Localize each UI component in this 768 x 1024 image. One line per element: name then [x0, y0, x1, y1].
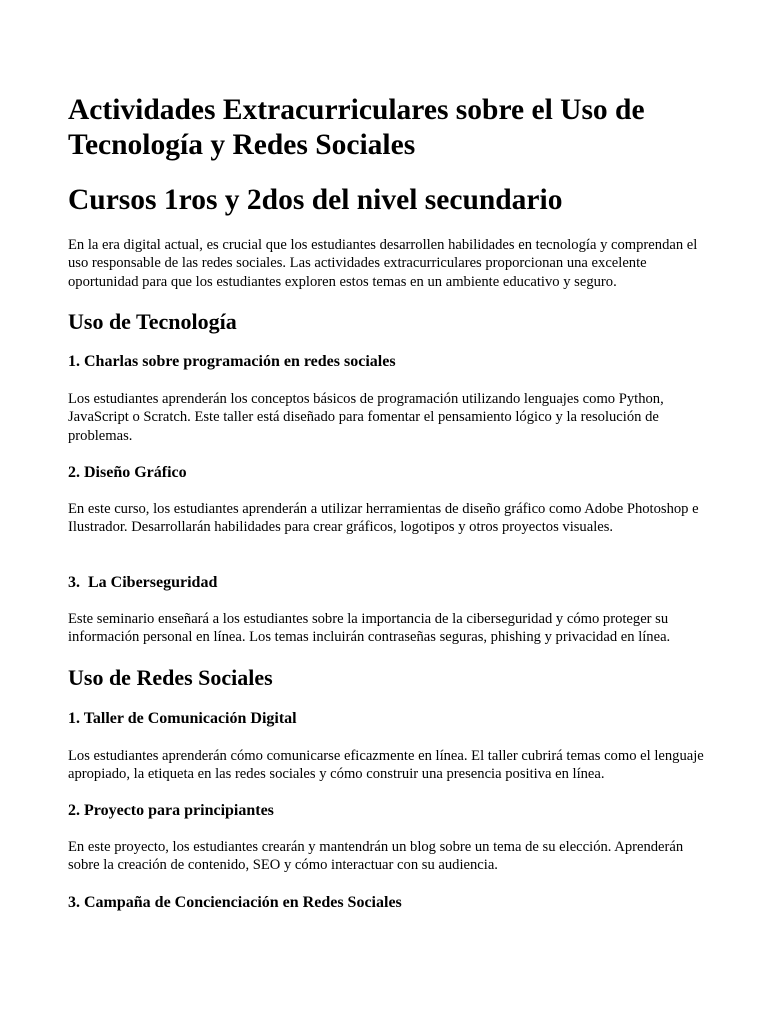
item-text-diseno-grafico: En este curso, los estudiantes aprenderán a utilizar herramientas de diseño gráfico como Adobe Photoshop e Ilustrador. Desarrollarán habilidades para crear gráficos, logotipos y otros proyectos visuales.	[68, 501, 699, 536]
item-heading-comunicacion-digital: 1. Taller de Comunicación Digital	[68, 710, 297, 727]
item-text-ciberseguridad: Este seminario enseñará a los estudiantes sobre la importancia de la ciberseguridad y cómo proteger su información personal en línea. Los temas incluirán contraseñas seguras, phishing y privacidad en línea.	[68, 611, 671, 646]
section-heading-tecnologia: Uso de Tecnología	[68, 309, 237, 334]
item-text-comunicacion-digital: Los estudiantes aprenderán cómo comunicarse eficazmente en línea. El taller cubrirá temas como el lenguaje apropiado, la etiqueta en las redes sociales y cómo construir una presencia positiva en línea.	[68, 748, 704, 783]
item-text-programacion: Los estudiantes aprenderán los conceptos básicos de programación utilizando lenguajes como Python, JavaScript o Scratch. Este taller está diseñado para fomentar el pensamiento lógico y la resolución de problemas.	[68, 391, 664, 444]
item-heading-ciberseguridad: 3. La Ciberseguridad	[68, 574, 218, 591]
item-heading-proyecto-principiantes: 2. Proyecto para principiantes	[68, 802, 274, 819]
item-heading-campana-concienciacion: 3. Campaña de Concienciación en Redes Sociales	[68, 894, 402, 911]
item-text-proyecto-principiantes: En este proyecto, los estudiantes crearán y mantendrán un blog sobre un tema de su elección. Aprenderán sobre la creación de contenido, SEO y cómo interactuar con su audiencia.	[68, 839, 684, 874]
document-subtitle: Cursos 1ros y 2dos del nivel secundario	[68, 184, 563, 216]
item-heading-programacion: 1. Charlas sobre programación en redes sociales	[68, 353, 396, 370]
item-heading-diseno-grafico: 2. Diseño Gráfico	[68, 464, 187, 481]
section-heading-redes-sociales: Uso de Redes Sociales	[68, 665, 273, 690]
intro-paragraph: En la era digital actual, es crucial que los estudiantes desarrollen habilidades en tecnología y comprendan el uso responsable de las redes sociales. Las actividades extracurriculares proporcionan una excelente oportunidad para que los estudiantes exploren estos temas en un ambiente educativo y seguro.	[68, 237, 698, 290]
document-title: Actividades Extracurriculares sobre el Uso de Tecnología y Redes Sociales	[68, 94, 645, 161]
